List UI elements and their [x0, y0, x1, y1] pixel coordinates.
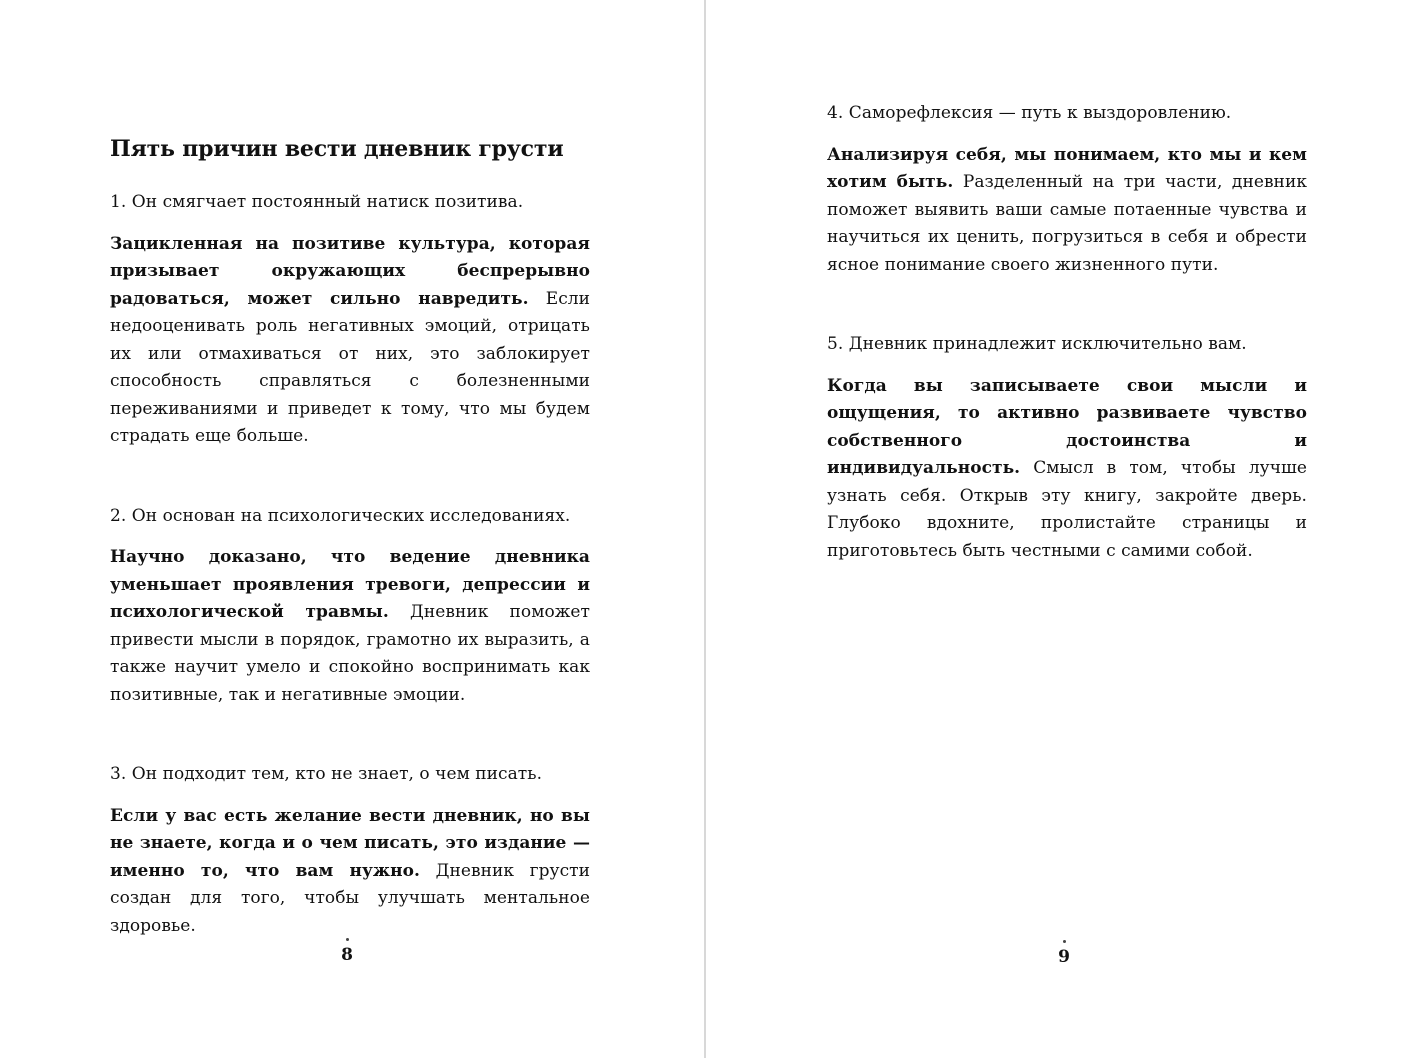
reason-heading: 2. Он основан на психологических исследованиях.	[110, 505, 571, 526]
reason-paragraph	[827, 373, 1307, 566]
reason-paragraph-bold: Анализируя себя, мы понимаем, кто мы и кем хотим быть.	[827, 144, 1307, 192]
reason-paragraph-text: Разделенный на три части, дневник поможет выявить ваши самые потаенные чувства и научиться их ценить, погрузиться в себя и обрести ясное понимание своего жизненного пути.	[827, 172, 1307, 275]
page-number-right	[1044, 940, 1084, 967]
reason-paragraph	[110, 231, 590, 451]
left-page-column	[110, 133, 590, 940]
reason-section-5	[827, 331, 1307, 565]
page-number-label: 8	[341, 945, 353, 965]
reason-paragraph	[110, 544, 590, 709]
reason-heading: 1. Он смягчает постоянный натиск позитива.	[110, 192, 524, 212]
reason-paragraph	[827, 142, 1307, 280]
page-number-dot	[346, 938, 349, 941]
page-title: Пять причин вести дневник грусти	[110, 136, 564, 162]
right-page-column	[827, 100, 1307, 565]
reason-paragraph-text: Дневник поможет привести мысли в порядок, грамотно их выразить, а также научит умело и спокойно воспринимать как позитивные, так и негативные эмоции.	[110, 602, 591, 705]
reason-paragraph-text: Дневник грусти создан для того, чтобы улучшать ментальное здоровье.	[110, 860, 590, 936]
left-page	[0, 0, 704, 1058]
reason-paragraph-bold: Когда вы записываете свои мысли и ощущения, то активно развиваете чувство собственного достоинства и индивидуальность.	[827, 375, 1307, 478]
reason-section-3	[110, 761, 590, 940]
reason-section-2	[110, 503, 590, 710]
reason-paragraph-text: Если недооценивать роль негативных эмоций, отрицать их или отмахиваться от них, это заблокирует способность справляться с болезненными переживаниями и приведет к тому, что мы будем страдать еще больше.	[110, 288, 590, 446]
reason-paragraph-text: Смысл в том, чтобы лучше узнать себя. Открыв эту книгу, закройте дверь. Глубоко вдохните, пролистайте страницы и приготовьтесь быть честными с самими собой.	[827, 458, 1307, 561]
reason-paragraph-bold: Научно доказано, что ведение дневника уменьшает проявления тревоги, депрессии и психологической травмы.	[110, 547, 590, 622]
reason-paragraph	[110, 803, 590, 941]
reason-section-4	[827, 100, 1307, 279]
reason-heading: 4. Саморефлексия — путь к выздоровлению.	[827, 103, 1232, 123]
reason-heading: 3. Он подходит тем, кто не знает, о чем писать.	[110, 764, 543, 784]
reason-heading: 5. Дневник принадлежит исключительно вам.	[827, 334, 1247, 354]
reason-paragraph-bold: Зацикленная на позитиве культура, которая призывает окружающих беспрерывно радоваться, может сильно навредить.	[110, 233, 590, 309]
page-number-label: 9	[1058, 947, 1070, 967]
right-page	[706, 0, 1410, 1058]
page-number-dot	[1063, 940, 1066, 943]
page-number-left	[327, 938, 367, 965]
reason-section-1	[110, 189, 590, 451]
reason-paragraph-bold: Если у вас есть желание вести дневник, но вы не знаете, когда и о чем писать, это издание — именно то, что вам нужно.	[110, 805, 590, 881]
